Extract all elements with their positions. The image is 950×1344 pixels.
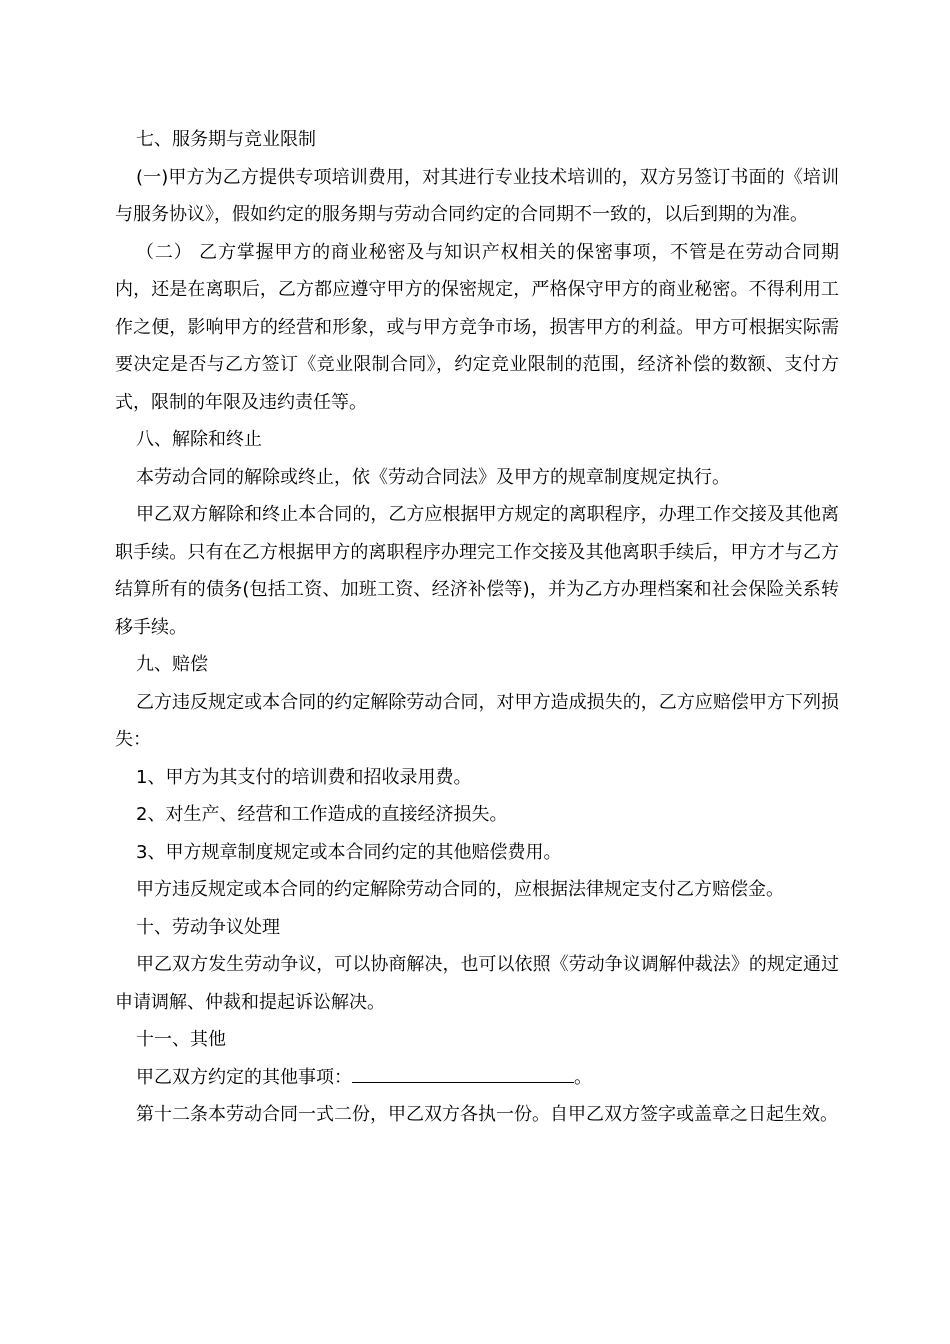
- list-item-training-fees: 1、甲方为其支付的培训费和招收录用费。: [136, 766, 472, 788]
- section-heading-service-period: 七、服务期与竞业限制: [136, 129, 316, 150]
- document-body: [115, 121, 839, 1134]
- list-item-other-fees: 3、甲方规章制度规定或本合同约定的其他赔偿费用。: [136, 841, 562, 863]
- section-heading-dispute: 十、劳动争议处理: [136, 916, 280, 938]
- paragraph-termination-procedure: 甲乙双方解除和终止本合同的，乙方应根据甲方规定的离职程序，办理工作交接及其他离职手续。只有在乙方根据甲方的离职程序办理完工作交接及其他离职手续后，甲方才与乙方结算所有的债务(包括工资、加班工资、经济补偿等)，并为乙方办理档案和社会保险关系转移手续。: [115, 504, 839, 638]
- paragraph-training-agreement: (一)甲方为乙方提供专项培训费用，对其进行专业技术培训的，双方另签订书面的《培训与服务协议》，假如约定的服务期与劳动合同约定的合同期不一致的，以后到期的为准。: [115, 166, 839, 225]
- other-matters-label: 甲乙双方约定的其他事项：: [136, 1066, 352, 1088]
- section-heading-compensation: 九、赔偿: [136, 654, 208, 675]
- section-heading-termination: 八、解除和终止: [136, 429, 262, 450]
- paragraph-confidentiality: （二） 乙方掌握甲方的商业秘密及与知识产权相关的保密事项，不管是在劳动合同期内，还是在离职后，乙方都应遵守甲方的保密规定，严格保守甲方的商业秘密。不得利用工作之便，影响甲方的经营和形象，或与甲方竞争市场，损害甲方的利益。甲方可根据实际需要决定是否与乙方签订《竞业限制合同》，约定竞业限制的范围，经济补偿的数额、支付方式，限制的年限及违约责任等。: [115, 241, 839, 413]
- other-matters-suffix: 。: [574, 1066, 592, 1088]
- list-item-direct-losses: 2、对生产、经营和工作造成的直接经济损失。: [136, 804, 508, 825]
- paragraph-final-clause: 第十二条本劳动合同一式二份，甲乙双方各执一份。自甲乙双方签字或盖章之日起生效。: [136, 1104, 838, 1125]
- paragraph-termination-law: 本劳动合同的解除或终止，依《劳动合同法》及甲方的规章制度规定执行。: [136, 466, 730, 488]
- paragraph-other-matters: [115, 1059, 839, 1097]
- other-matters-blank-line: [352, 1064, 574, 1083]
- paragraph-compensation-intro: 乙方违反规定或本合同的约定解除劳动合同，对甲方造成损失的，乙方应赔偿甲方下列损失：: [115, 691, 839, 750]
- paragraph-employer-compensation: 甲方违反规定或本合同的约定解除劳动合同的，应根据法律规定支付乙方赔偿金。: [136, 879, 784, 900]
- section-heading-other: 十一、其他: [136, 1029, 226, 1050]
- paragraph-dispute-resolution: 甲乙双方发生劳动争议，可以协商解决，也可以依照《劳动争议调解仲裁法》的规定通过申请调解、仲裁和提起诉讼解决。: [115, 954, 839, 1013]
